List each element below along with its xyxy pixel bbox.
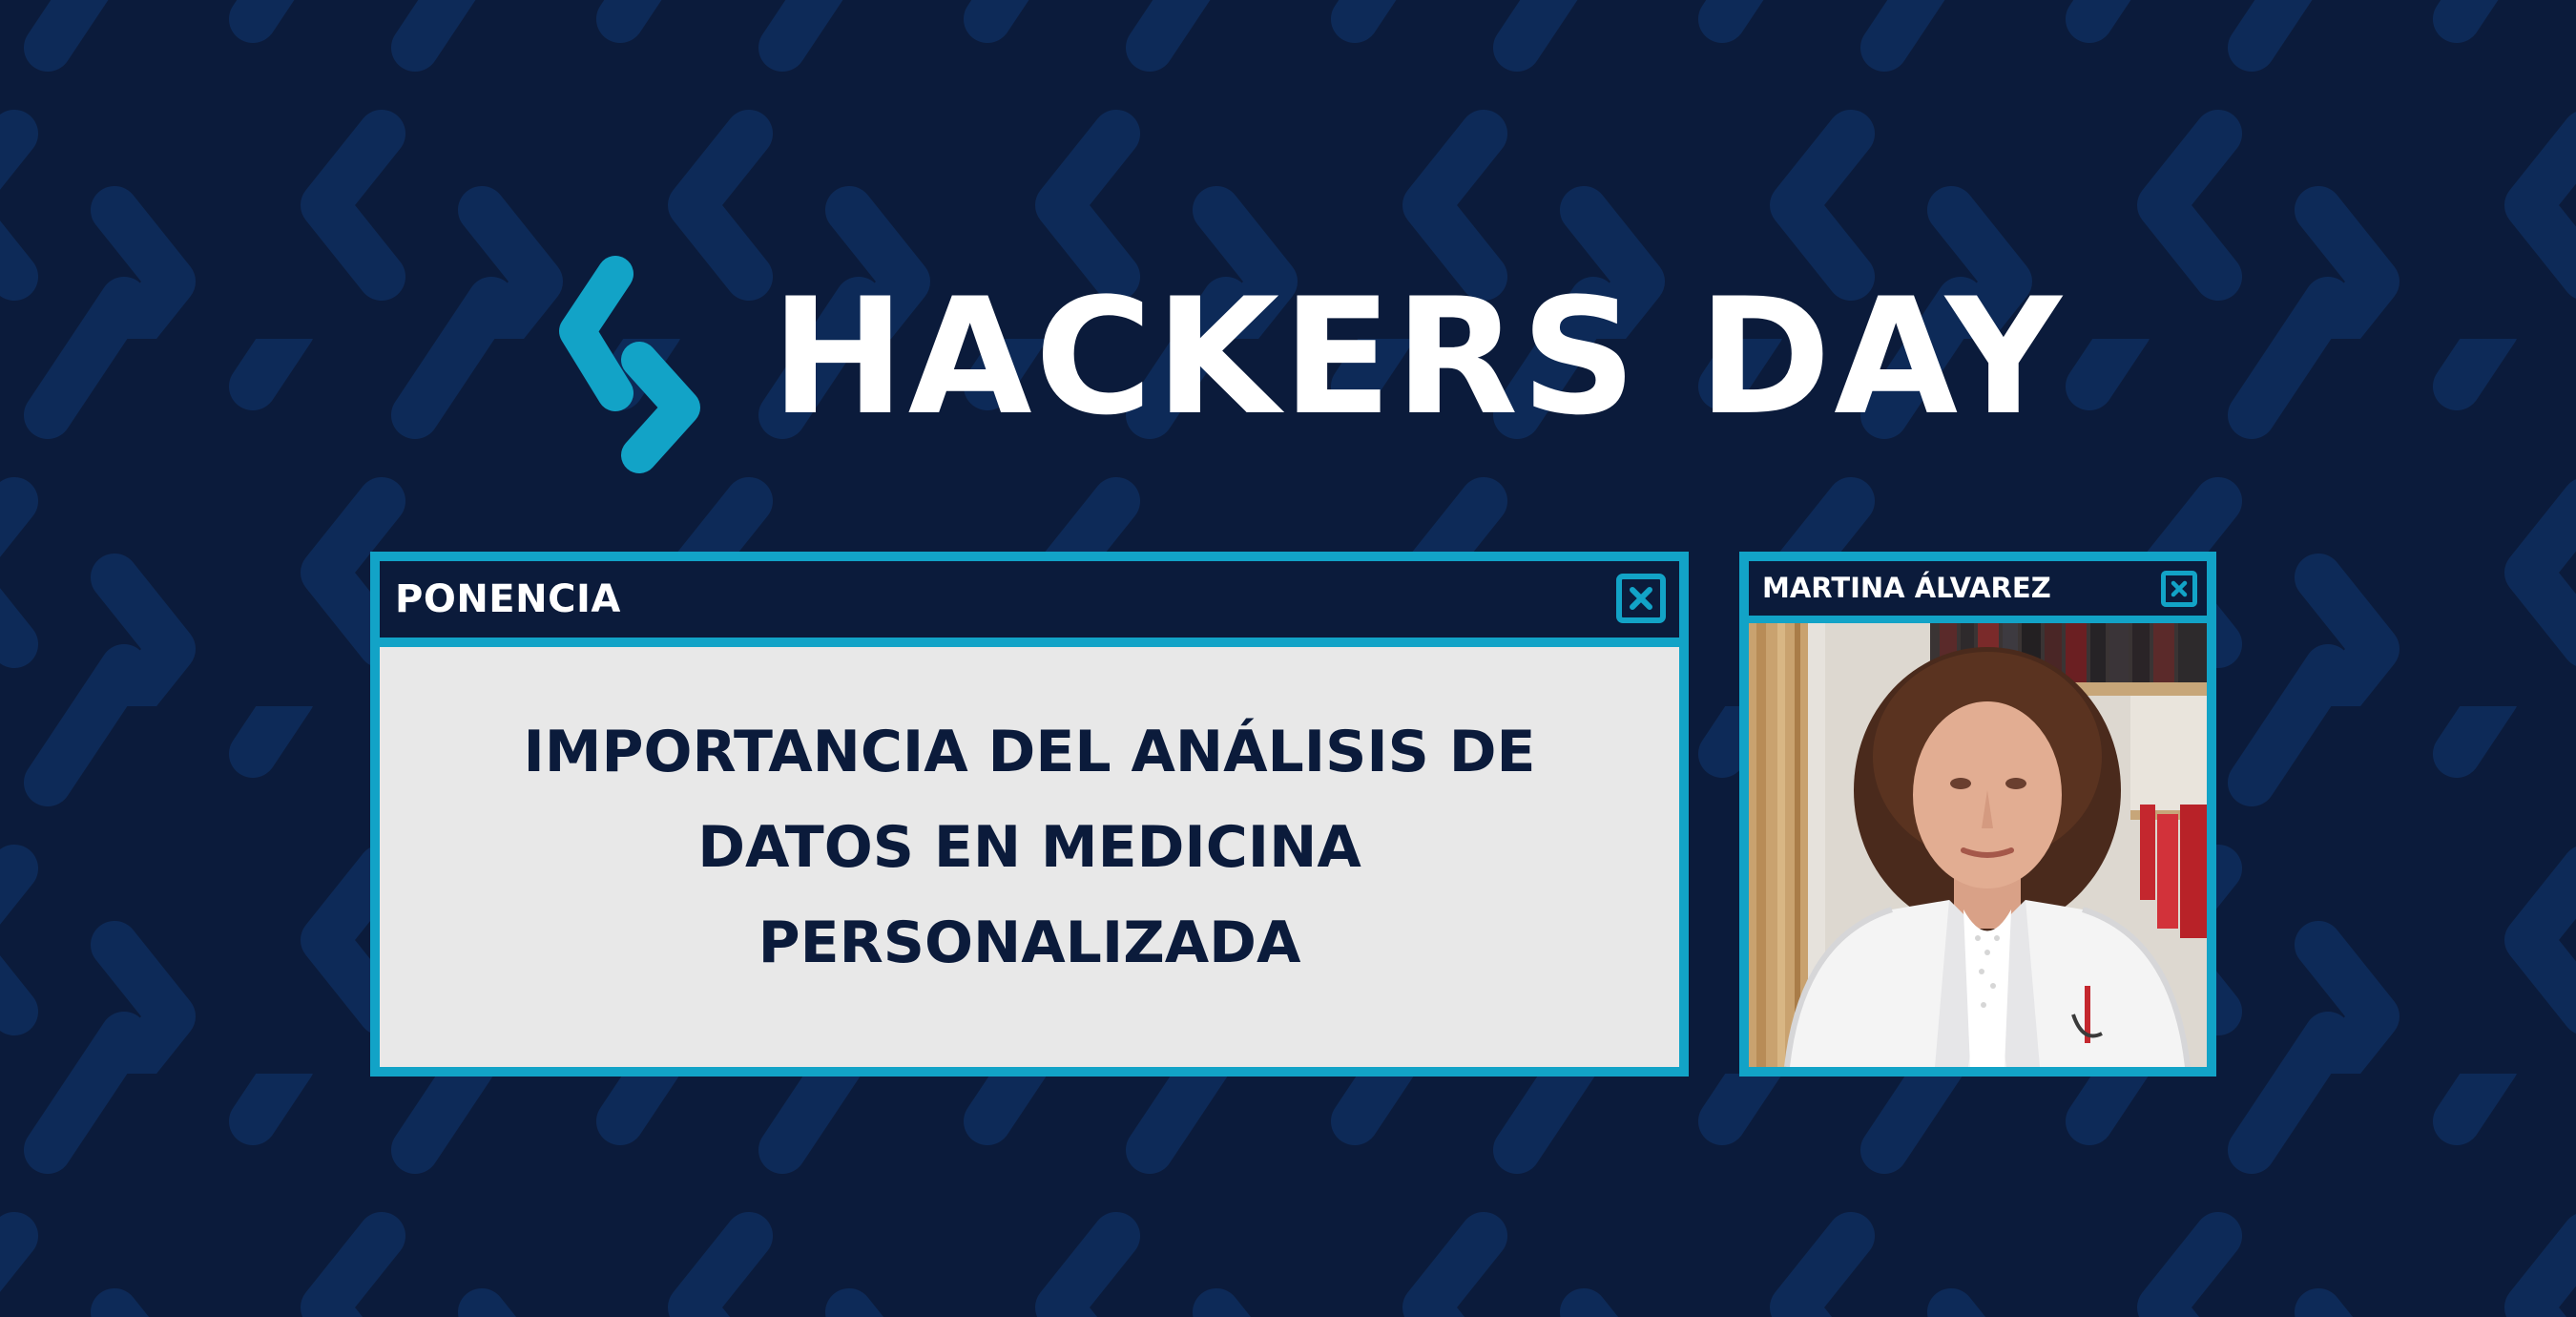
speaker-portrait-image <box>1749 623 2207 1067</box>
close-icon <box>1622 579 1660 617</box>
speaker-name: MARTINA ÁLVAREZ <box>1762 572 2051 604</box>
speaker-window <box>1739 552 2216 1077</box>
talk-window <box>370 552 1689 1077</box>
talk-window-label: PONENCIA <box>395 577 621 621</box>
speaker-window-titlebar <box>1749 561 2207 623</box>
talk-window-titlebar <box>380 561 1679 647</box>
event-title: HACKERS DAY <box>771 263 2065 450</box>
close-icon <box>2166 575 2192 602</box>
talk-window-content <box>380 647 1679 1067</box>
chevron-logo-icon <box>549 250 711 477</box>
speaker-photo <box>1749 623 2207 1067</box>
talk-title: IMPORTANCIA DEL ANÁLISIS DE DATOS EN MEDICINA PERSONALIZADA <box>523 719 1536 976</box>
speaker-window-close-button[interactable] <box>2161 571 2197 607</box>
talk-window-close-button[interactable] <box>1616 574 1666 623</box>
